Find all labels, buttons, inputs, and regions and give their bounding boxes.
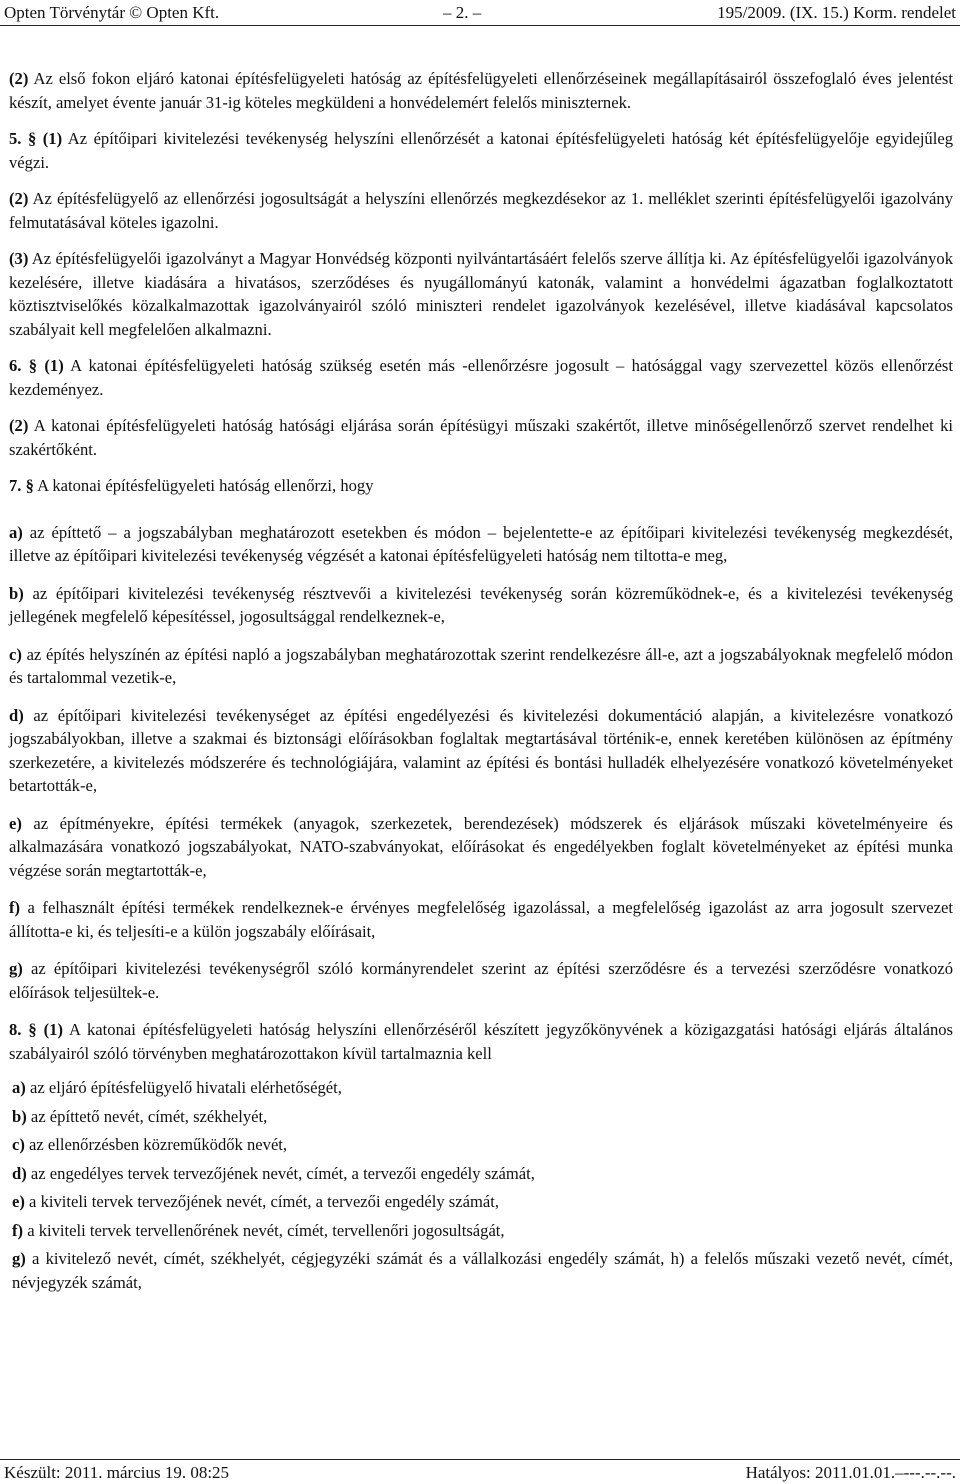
item-label: e): [12, 1192, 25, 1211]
item-text: az építtető – a jogszabályban meghatározott esetekben és módon – bejelentette-e az építőipari kivitelezési tevékenység megkezdését, illetve az építőipari kivitelezési tevékenység végzését a katonai építésfelügyeleti hatóság nem tiltotta-e meg,: [9, 522, 953, 565]
section-7-intro: [9, 474, 953, 498]
item-text: az építés helyszínén az építési napló a jogszabályban meghatározottak szerint rendelkezésre áll-e, azt a jogszabályoknak megfelelő módon és tartalommal vezetik-e,: [9, 644, 953, 687]
item-label: f): [12, 1220, 24, 1240]
item-text: a kivitelező nevét, címét, székhelyét, cégjegyzéki számát és a vállalkozási engedély számát, h) a felelős műszaki vezető nevét, címét, névjegyzék számát,: [12, 1249, 953, 1292]
footer-rule: [0, 1459, 960, 1460]
item-label: d): [12, 1163, 27, 1183]
section-7-item-g: [9, 957, 953, 1004]
section-8-paragraph-1: [9, 1018, 953, 1065]
section-7-item-d: [9, 704, 953, 798]
section-8-item-g: [9, 1247, 953, 1294]
item-label: b): [12, 1106, 27, 1126]
item-text: az építtető nevét, címét, székhelyét,: [26, 1106, 268, 1126]
paragraph-text: A katonai építésfelügyeleti hatóság ellenőrzi, hogy: [33, 476, 374, 495]
header-page-number: – 2. –: [443, 3, 482, 22]
item-text: az építőipari kivitelezési tevékenység résztvevői a kivitelezési tevékenység során közreműködnek-e, és a kivitelezési tevékenység jellegének megfelelő képesítéssel, jogosultsággal rendelkeznek-e,: [9, 583, 953, 626]
section-6-paragraph-2: [9, 414, 953, 461]
paragraph-number: (3): [9, 249, 29, 268]
section-5-paragraph-3: [9, 247, 953, 341]
section-7-item-f: [9, 896, 953, 943]
footer-effective-date: Hatályos: 2011.01.01.–---.--.--.: [745, 1463, 956, 1482]
paragraph-4-2: [9, 67, 953, 114]
section-8-item-a: [9, 1076, 953, 1100]
item-text: a kiviteli tervek tervezőjének nevét, címét, a tervezői engedély számát,: [24, 1192, 499, 1211]
section-7-item-e: [9, 812, 953, 883]
header-publisher: Opten Törvénytár © Opten Kft.: [4, 3, 220, 22]
paragraph-number: (2): [9, 69, 29, 88]
section-8-item-e: [9, 1190, 953, 1214]
paragraph-number: (2): [9, 189, 29, 208]
section-number: 6. §: [9, 356, 38, 375]
paragraph-text: A katonai építésfelügyeleti hatóság helyszíni ellenőrzéséről készített jegyzőkönyvének a közigazgatási hatósági eljárás általános szabályairól szóló törvényben meghatározottakon kívül tartalmaznia kell: [9, 1020, 954, 1063]
item-label: e): [9, 813, 22, 833]
section-6-paragraph-1: [9, 354, 953, 401]
section-5-paragraph-1: [9, 127, 953, 174]
item-text: a kiviteli tervek tervellenőrének nevét, címét, tervellenőri jogosultságát,: [23, 1220, 505, 1240]
paragraph-text: Az építésfelügyelő az ellenőrzési jogosultságát a helyszíni ellenőrzés megkezdésekor az 1. melléklet szerinti építésfelügyelői igazolvány felmutatásával köteles igazolni.: [9, 189, 953, 232]
item-text: az engedélyes tervek tervezőjének nevét, címét, a tervezői engedély számát,: [26, 1163, 535, 1183]
paragraph-text: A katonai építésfelügyeleti hatóság hatósági eljárása során építésügyi műszaki szakértőt, illetve minőségellenőrző szervet rendelhet ki szakértőként.: [9, 416, 953, 459]
paragraph-text: Az építésfelügyelői igazolványt a Magyar Honvédség központi nyilvántartásáért felelős szerve állítja ki. Az építésfelügyelői igazolványok kezelésére, illetve kiadására a hivatásos, szerződéses és nyugállományú katonák, valamint a honvédelmi ágazatban foglalkoztatott köztisztviselőkés közalkalmazottak igazolványairól szóló miniszteri rendelet igazolványok kezelésével, illetve kiadásával kapcsolatos szabályait kell megfelelően alkalmazni.: [9, 249, 953, 339]
section-number: 5. §: [9, 129, 37, 148]
item-label: d): [9, 705, 24, 725]
paragraph-text: A katonai építésfelügyeleti hatóság szükség esetén más -ellenőrzésre jogosult – hatósággal vagy szervezettel közös ellenőrzést kezdeményez.: [9, 356, 954, 399]
section-7-item-a: [9, 521, 953, 568]
page-header: [0, 0, 960, 27]
paragraph-text: Az építőipari kivitelezési tevékenység helyszíni ellenőrzését a katonai építésfelügyeleti hatóság két építésfelügyelője egyidejűleg végzi.: [9, 129, 954, 172]
item-text: az ellenőrzésben közreműködők nevét,: [24, 1135, 288, 1154]
document-body: [9, 67, 953, 1299]
section-8-item-d: [9, 1162, 953, 1186]
section-8-item-b: [9, 1105, 953, 1129]
paragraph-number: (1): [43, 1020, 63, 1039]
footer-created-date: Készült: 2011. március 19. 08:25: [4, 1463, 230, 1482]
header-rule: [0, 25, 960, 26]
item-label: b): [9, 583, 24, 603]
paragraph-number: (1): [42, 129, 63, 148]
section-7-item-b: [9, 582, 953, 629]
item-label: g): [9, 959, 23, 978]
item-label: f): [9, 898, 21, 917]
section-5-paragraph-2: [9, 187, 953, 234]
header-document-title: 195/2009. (IX. 15.) Korm. rendelet: [717, 3, 956, 22]
item-text: az építőipari kivitelezési tevékenységről szóló kormányrendelet szerint az építési szerződésre és a tervezési szerződésre vonatkozó előírások teljesültek-e.: [9, 959, 953, 1002]
section-8-item-c: [9, 1133, 953, 1157]
item-label: c): [12, 1135, 25, 1154]
item-text: az eljáró építésfelügyelő hivatali elérhetőségét,: [25, 1078, 342, 1097]
section-number: 7. §: [9, 476, 34, 495]
paragraph-text: Az első fokon eljáró katonai építésfelügyeleti hatóság az építésfelügyeleti ellenőrzéseinek megállapításairól összefoglaló éves jelentést készít, amelyet évente január 31-ig köteles megküldeni a honvédelemért felelős miniszternek.: [9, 69, 953, 112]
item-label: g): [12, 1249, 26, 1268]
item-label: c): [9, 644, 22, 664]
item-label: a): [9, 522, 23, 542]
paragraph-number: (1): [44, 356, 64, 375]
item-text: az építőipari kivitelezési tevékenységet az építési engedélyezési és kivitelezési dokumentáció alapján, a kivitelezésre vonatkozó jogszabályokban, illetve a szakmai és biztonsági előírásokban foglaltak megtartásával történik-e, ennek keretében különösen az építmény szerkezetére, a kivitelezés módszerére és technológiájára, valamint az építési és bontási hulladék elhelyezésére vonatkozó követelményeket betartották-e,: [9, 705, 953, 795]
section-8-item-f: [9, 1219, 953, 1243]
paragraph-number: (2): [9, 416, 29, 435]
section-number: 8. §: [9, 1020, 37, 1039]
section-7-item-c: [9, 643, 953, 690]
item-text: a felhasznált építési termékek rendelkeznek-e érvényes megfelelőség igazolással, a megfelelőség igazolást az arra jogosult szervezet állította-e ki, és teljesíti-e a külön jogszabály előírásait,: [9, 898, 953, 941]
page-footer: [0, 1462, 960, 1484]
item-label: a): [12, 1078, 26, 1097]
item-text: az építményekre, építési termékek (anyagok, szerkezetek, berendezések) módszerek és eljárások műszaki követelményeire és alkalmazására vonatkozó jogszabályokat, NATO-szabványokat, előírásokat és engedélyekben foglalt követelményeket az építési munka végzése során megtartották-e,: [9, 813, 953, 880]
